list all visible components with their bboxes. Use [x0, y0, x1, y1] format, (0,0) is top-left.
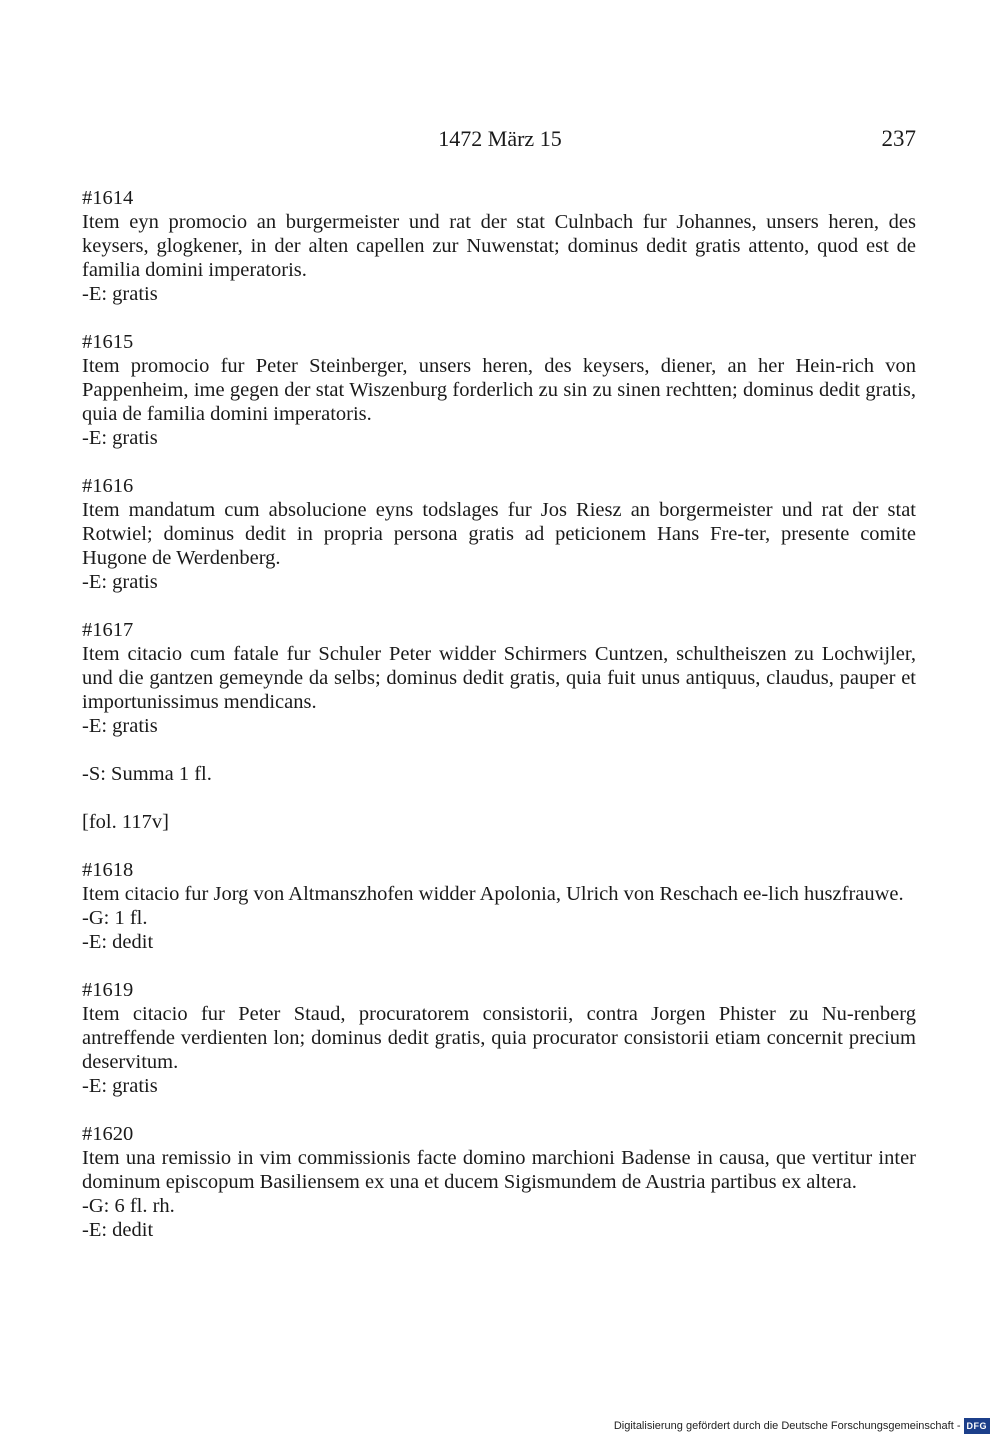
folio-block: [82, 810, 916, 834]
entry-text: Item citacio cum fatale fur Schuler Peter widder Schirmers Cuntzen, schultheiszen zu Lochwijler, und die gantzen gemeynde da selbs; dominus dedit gratis, quia fuit unus antiquus, claudus, pauper et importunissimus mendicans.: [82, 643, 916, 713]
entry-note: -G: 6 fl. rh.: [82, 1195, 175, 1217]
entry-text: Item citacio fur Peter Staud, procuratorem consistorii, contra Jorgen Phister zu Nu-renberg antreffende verdienten lon; dominus dedit gratis, quia procurator consistorii etiam concernit precium deservitum.: [82, 1003, 916, 1073]
entry-id: #1617: [82, 619, 134, 641]
entry-text: Item promocio fur Peter Steinberger, unsers heren, des keysers, diener, an her Hein-rich von Pappenheim, ime gegen der stat Wiszenburg forderlich zu sin zu sinen rechtten; dominus dedit gratis, quia de familia domini imperatoris.: [82, 355, 916, 425]
summary-block: [82, 762, 916, 786]
dfg-logo: DFG: [964, 1418, 991, 1434]
entry-note: -E: gratis: [82, 571, 158, 593]
entry-1616: [82, 474, 916, 594]
running-title: 1472 März 15: [438, 126, 562, 151]
document-body: [82, 186, 916, 1266]
entry-id: #1618: [82, 859, 134, 881]
entry-1614: [82, 186, 916, 306]
credit-text: Digitalisierung gefördert durch die Deutsche Forschungsgemeinschaft -: [613, 1420, 961, 1432]
entry-id: #1614: [82, 187, 134, 209]
entry-id: #1616: [82, 475, 134, 497]
entry-note: -E: dedit: [82, 931, 154, 953]
summary-line: -S: Summa 1 fl.: [82, 763, 212, 785]
entry-1618: [82, 858, 916, 954]
entry-text: Item citacio fur Jorg von Altmanszhofen widder Apolonia, Ulrich von Reschach ee-lich huszfrauwe.: [82, 883, 904, 905]
folio-marker: [fol. 117v]: [82, 811, 169, 833]
entry-id: #1620: [82, 1123, 134, 1145]
entry-id: #1615: [82, 331, 134, 353]
entry-id: #1619: [82, 979, 134, 1001]
entry-text: Item eyn promocio an burgermeister und rat der stat Culnbach fur Johannes, unsers heren, des keysers, glogkener, in der alten capellen zur Nuwenstat; dominus dedit gratis attento, quod est de familia domini imperatoris.: [82, 211, 916, 281]
entry-note: -E: gratis: [82, 1075, 158, 1097]
entry-note: -E: dedit: [82, 1219, 154, 1241]
entry-note: -E: gratis: [82, 427, 158, 449]
entry-note: -G: 1 fl.: [82, 907, 148, 929]
digitization-credit: [614, 1418, 990, 1434]
page-number: 237: [881, 126, 916, 151]
entry-note: -E: gratis: [82, 715, 158, 737]
entry-note: -E: gratis: [82, 283, 158, 305]
entry-1615: [82, 330, 916, 450]
entry-text: Item una remissio in vim commissionis facte domino marchioni Badense in causa, que vertitur inter dominum episcopum Basiliensem ex una et ducem Sigismundem de Austria partibus ex altera.: [82, 1147, 916, 1193]
entry-1619: [82, 978, 916, 1098]
entry-text: Item mandatum cum absolucione eyns todslages fur Jos Riesz an borgermeister und rat der stat Rotwiel; dominus dedit in propria persona gratis ad peticionem Hans Fre-ter, presente comite Hugone de Werdenberg.: [82, 499, 916, 569]
entry-1620: [82, 1122, 916, 1242]
entry-1617: [82, 618, 916, 738]
